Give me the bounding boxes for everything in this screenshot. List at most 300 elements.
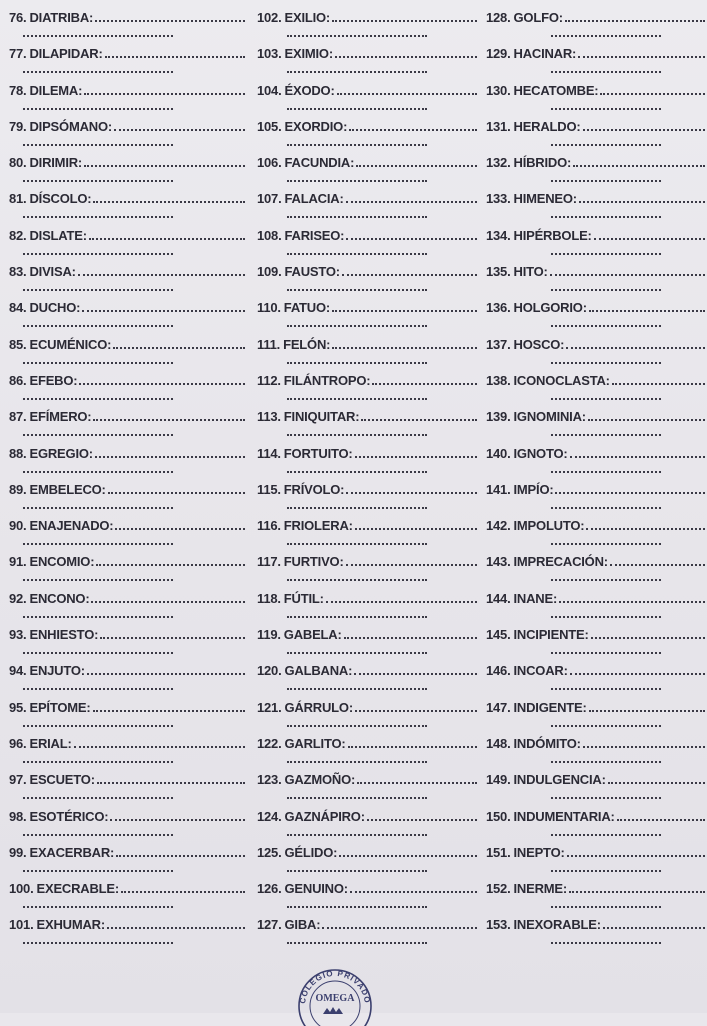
vocabulary-term — [9, 518, 247, 535]
definition-continuation-line[interactable] — [23, 471, 173, 473]
item-number: 110. — [257, 300, 281, 316]
item-number: 77. — [9, 46, 27, 62]
definition-blank-line[interactable] — [559, 599, 705, 603]
vocabulary-word: INDÓMITO: — [513, 735, 581, 751]
vocabulary-item — [257, 809, 479, 845]
definition-blank-line[interactable] — [367, 817, 477, 821]
definition-continuation-line[interactable] — [287, 579, 427, 581]
definition-continuation-line[interactable] — [287, 398, 427, 400]
vocabulary-item — [486, 264, 707, 300]
definition-continuation-line[interactable] — [551, 870, 661, 872]
item-number: 79. — [9, 118, 27, 134]
definition-continuation-line[interactable] — [23, 725, 173, 727]
definition-blank-line[interactable] — [332, 345, 477, 349]
definition-continuation-line[interactable] — [23, 834, 173, 836]
definition-continuation-line[interactable] — [287, 834, 427, 836]
vocabulary-item — [9, 627, 247, 663]
vocabulary-item — [9, 337, 247, 373]
definition-blank-line[interactable] — [82, 308, 245, 312]
vocabulary-item — [9, 554, 247, 590]
definition-blank-line[interactable] — [346, 236, 477, 240]
item-number: 97. — [9, 772, 27, 788]
vocabulary-word: DUCHO: — [29, 300, 81, 316]
definition-blank-line[interactable] — [100, 635, 245, 639]
vocabulary-term — [9, 772, 247, 789]
definition-continuation-line[interactable] — [551, 507, 661, 509]
definition-continuation-line[interactable] — [551, 144, 661, 146]
definition-blank-line[interactable] — [337, 91, 477, 95]
definition-blank-line[interactable] — [356, 163, 477, 167]
definition-blank-line[interactable] — [573, 163, 705, 167]
vocabulary-word: INDULGENCIA: — [513, 772, 606, 788]
vocabulary-word: FORTUITO: — [283, 445, 353, 461]
vocabulary-item — [257, 337, 479, 373]
definition-continuation-line[interactable] — [551, 71, 661, 73]
vocabulary-term — [9, 373, 247, 390]
vocabulary-term — [9, 663, 247, 680]
definition-continuation-line[interactable] — [287, 761, 427, 763]
vocabulary-word: GAZNÁPIRO: — [284, 808, 365, 824]
vocabulary-word: ENCOMIO: — [29, 554, 95, 570]
definition-blank-line[interactable] — [357, 780, 477, 784]
definition-blank-line[interactable] — [332, 308, 477, 312]
definition-continuation-line[interactable] — [287, 543, 427, 545]
definition-blank-line[interactable] — [354, 671, 477, 675]
definition-blank-line[interactable] — [87, 671, 245, 675]
vocabulary-word: GARLITO: — [284, 735, 346, 751]
definition-continuation-line[interactable] — [23, 616, 173, 618]
item-number: 139. — [486, 409, 511, 425]
vocabulary-term — [486, 736, 707, 753]
vocabulary-term — [9, 736, 247, 753]
vocabulary-item — [9, 518, 247, 554]
vocabulary-term — [257, 10, 479, 27]
definition-blank-line[interactable] — [78, 272, 245, 276]
definition-continuation-line[interactable] — [551, 216, 661, 218]
definition-blank-line[interactable] — [84, 91, 245, 95]
definition-continuation-line[interactable] — [23, 797, 173, 799]
vocabulary-term — [486, 264, 707, 281]
vocabulary-item — [257, 83, 479, 119]
definition-continuation-line[interactable] — [23, 216, 173, 218]
item-number: 94. — [9, 663, 27, 679]
definition-continuation-line[interactable] — [287, 362, 427, 364]
item-number: 89. — [9, 481, 27, 497]
vocabulary-word: DISLATE: — [29, 227, 87, 243]
vocabulary-word: DILAPIDAR: — [29, 46, 103, 62]
definition-blank-line[interactable] — [89, 236, 245, 240]
vocabulary-term — [486, 83, 707, 100]
definition-blank-line[interactable] — [346, 490, 477, 494]
vocabulary-term — [257, 373, 479, 390]
item-number: 83. — [9, 264, 27, 280]
definition-continuation-line[interactable] — [287, 180, 427, 182]
definition-continuation-line[interactable] — [23, 434, 173, 436]
definition-blank-line[interactable] — [95, 18, 245, 22]
definition-continuation-line[interactable] — [551, 325, 661, 327]
item-number: 86. — [9, 372, 27, 388]
definition-blank-line[interactable] — [74, 744, 245, 748]
definition-blank-line[interactable] — [600, 91, 705, 95]
vocabulary-column-3 — [486, 10, 707, 954]
definition-blank-line[interactable] — [591, 635, 705, 639]
vocabulary-column-2 — [257, 10, 479, 954]
item-number: 96. — [9, 735, 27, 751]
definition-blank-line[interactable] — [108, 490, 245, 494]
vocabulary-word: HÍBRIDO: — [513, 155, 572, 171]
definition-blank-line[interactable] — [348, 744, 477, 748]
item-number: 130. — [486, 82, 511, 98]
vocabulary-word: HECATOMBE: — [513, 82, 599, 98]
definition-blank-line[interactable] — [579, 199, 705, 203]
item-number: 115. — [257, 481, 281, 497]
item-number: 99. — [9, 844, 27, 860]
item-number: 87. — [9, 409, 27, 425]
definition-continuation-line[interactable] — [551, 688, 661, 690]
vocabulary-word: EXIMIO: — [284, 46, 333, 62]
item-number: 90. — [9, 518, 27, 534]
definition-blank-line[interactable] — [594, 236, 705, 240]
definition-blank-line[interactable] — [569, 889, 705, 893]
vocabulary-term — [257, 663, 479, 680]
definition-continuation-line[interactable] — [287, 616, 427, 618]
vocabulary-word: IMPRECACIÓN: — [513, 554, 608, 570]
definition-continuation-line[interactable] — [287, 216, 427, 218]
item-number: 84. — [9, 300, 27, 316]
definition-continuation-line[interactable] — [287, 471, 427, 473]
vocabulary-item — [486, 809, 707, 845]
seal-name: OMEGA — [315, 993, 355, 1004]
definition-blank-line[interactable] — [342, 272, 477, 276]
vocabulary-term — [257, 155, 479, 172]
definition-blank-line[interactable] — [115, 526, 245, 530]
vocabulary-item — [257, 10, 479, 46]
definition-continuation-line[interactable] — [287, 688, 427, 690]
item-number: 101. — [9, 917, 34, 933]
definition-blank-line[interactable] — [550, 272, 705, 276]
vocabulary-word: FELÓN: — [283, 336, 331, 352]
definition-blank-line[interactable] — [107, 925, 245, 929]
vocabulary-item — [9, 700, 247, 736]
definition-continuation-line[interactable] — [287, 507, 427, 509]
definition-blank-line[interactable] — [93, 417, 245, 421]
definition-blank-line[interactable] — [570, 671, 705, 675]
vocabulary-item — [486, 228, 707, 264]
vocabulary-item — [486, 191, 707, 227]
vocabulary-word: GÁRRULO: — [284, 699, 353, 715]
definition-continuation-line[interactable] — [23, 652, 173, 654]
vocabulary-item — [9, 10, 247, 46]
item-number: 125. — [257, 844, 282, 860]
vocabulary-item — [486, 554, 707, 590]
vocabulary-term — [486, 446, 707, 463]
definition-blank-line[interactable] — [97, 780, 245, 784]
definition-continuation-line[interactable] — [287, 289, 427, 291]
definition-blank-line[interactable] — [344, 635, 477, 639]
definition-continuation-line[interactable] — [23, 35, 173, 37]
vocabulary-term — [486, 881, 707, 898]
definition-blank-line[interactable] — [339, 853, 477, 857]
item-number: 151. — [486, 844, 511, 860]
definition-continuation-line[interactable] — [551, 942, 661, 944]
vocabulary-term — [9, 337, 247, 354]
vocabulary-term — [486, 591, 707, 608]
definition-blank-line[interactable] — [84, 163, 245, 167]
definition-continuation-line[interactable] — [551, 398, 661, 400]
vocabulary-word: ÉXODO: — [284, 82, 335, 98]
vocabulary-word: HITO: — [513, 264, 548, 280]
definition-continuation-line[interactable] — [551, 362, 661, 364]
vocabulary-term — [9, 809, 247, 826]
definition-continuation-line[interactable] — [23, 180, 173, 182]
vocabulary-term — [486, 772, 707, 789]
vocabulary-item — [257, 119, 479, 155]
definition-continuation-line[interactable] — [551, 289, 661, 291]
definition-blank-line[interactable] — [610, 562, 705, 566]
definition-blank-line[interactable] — [114, 127, 245, 131]
definition-blank-line[interactable] — [95, 454, 245, 458]
definition-continuation-line[interactable] — [23, 144, 173, 146]
definition-blank-line[interactable] — [567, 853, 705, 857]
vocabulary-item — [486, 518, 707, 554]
item-number: 140. — [486, 445, 511, 461]
item-number: 136. — [486, 300, 511, 316]
vocabulary-term — [486, 228, 707, 245]
definition-blank-line[interactable] — [589, 708, 705, 712]
definition-blank-line[interactable] — [346, 562, 477, 566]
vocabulary-item — [257, 881, 479, 917]
vocabulary-term — [257, 119, 479, 136]
vocabulary-term — [486, 917, 707, 934]
vocabulary-word: INDIGENTE: — [513, 699, 587, 715]
vocabulary-term — [9, 191, 247, 208]
vocabulary-item — [257, 917, 479, 953]
definition-blank-line[interactable] — [96, 562, 245, 566]
definition-continuation-line[interactable] — [287, 906, 427, 908]
item-number: 93. — [9, 627, 27, 643]
definition-continuation-line[interactable] — [287, 35, 427, 37]
definition-continuation-line[interactable] — [23, 253, 173, 255]
vocabulary-item — [486, 10, 707, 46]
definition-blank-line[interactable] — [583, 744, 705, 748]
definition-blank-line[interactable] — [349, 127, 477, 131]
definition-blank-line[interactable] — [361, 417, 477, 421]
definition-blank-line[interactable] — [603, 925, 705, 929]
definition-continuation-line[interactable] — [551, 616, 661, 618]
item-number: 119. — [257, 627, 281, 643]
definition-blank-line[interactable] — [121, 889, 245, 893]
definition-continuation-line[interactable] — [551, 434, 661, 436]
vocabulary-term — [486, 627, 707, 644]
vocabulary-word: ENHIESTO: — [29, 627, 99, 643]
definition-blank-line[interactable] — [555, 490, 705, 494]
definition-blank-line[interactable] — [91, 599, 245, 603]
definition-blank-line[interactable] — [355, 708, 477, 712]
vocabulary-item — [9, 228, 247, 264]
vocabulary-term — [486, 191, 707, 208]
definition-blank-line[interactable] — [93, 708, 246, 712]
definition-blank-line[interactable] — [105, 54, 245, 58]
definition-continuation-line[interactable] — [287, 434, 427, 436]
definition-continuation-line[interactable] — [23, 71, 173, 73]
definition-continuation-line[interactable] — [551, 834, 661, 836]
definition-blank-line[interactable] — [110, 817, 245, 821]
definition-continuation-line[interactable] — [23, 325, 173, 327]
definition-continuation-line[interactable] — [551, 108, 661, 110]
item-number: 126. — [257, 881, 282, 897]
vocabulary-item — [9, 772, 247, 808]
vocabulary-column-1 — [9, 10, 247, 954]
definition-continuation-line[interactable] — [551, 797, 661, 799]
vocabulary-item — [9, 83, 247, 119]
definition-continuation-line[interactable] — [23, 942, 173, 944]
vocabulary-term — [9, 46, 247, 63]
definition-blank-line[interactable] — [586, 526, 705, 530]
definition-continuation-line[interactable] — [287, 725, 427, 727]
vocabulary-term — [257, 772, 479, 789]
vocabulary-item — [9, 809, 247, 845]
definition-blank-line[interactable] — [566, 345, 705, 349]
vocabulary-item — [486, 119, 707, 155]
vocabulary-item — [257, 228, 479, 264]
vocabulary-item — [9, 736, 247, 772]
definition-continuation-line[interactable] — [551, 543, 661, 545]
vocabulary-term — [257, 809, 479, 826]
vocabulary-term — [486, 300, 707, 317]
vocabulary-item — [257, 155, 479, 191]
vocabulary-item — [257, 591, 479, 627]
vocabulary-word: ECUMÉNICO: — [29, 336, 112, 352]
vocabulary-term — [9, 228, 247, 245]
definition-blank-line[interactable] — [588, 417, 705, 421]
definition-blank-line[interactable] — [113, 345, 245, 349]
definition-continuation-line[interactable] — [287, 942, 427, 944]
vocabulary-term — [257, 228, 479, 245]
vocabulary-item — [486, 482, 707, 518]
definition-continuation-line[interactable] — [287, 870, 427, 872]
definition-continuation-line[interactable] — [551, 906, 661, 908]
definition-blank-line[interactable] — [612, 381, 705, 385]
definition-continuation-line[interactable] — [551, 253, 661, 255]
vocabulary-word: INEPTO: — [513, 844, 565, 860]
definition-blank-line[interactable] — [346, 199, 477, 203]
definition-blank-line[interactable] — [589, 308, 705, 312]
definition-blank-line[interactable] — [116, 853, 245, 857]
definition-blank-line[interactable] — [332, 18, 477, 22]
definition-blank-line[interactable] — [617, 817, 705, 821]
definition-continuation-line[interactable] — [23, 906, 173, 908]
definition-blank-line[interactable] — [335, 54, 477, 58]
vocabulary-term — [9, 409, 247, 426]
vocabulary-item — [486, 409, 707, 445]
item-number: 116. — [257, 518, 281, 534]
definition-continuation-line[interactable] — [287, 108, 427, 110]
vocabulary-item — [486, 627, 707, 663]
vocabulary-item — [9, 409, 247, 445]
vocabulary-word: FAUSTO: — [284, 264, 340, 280]
vocabulary-word: HOSCO: — [513, 336, 565, 352]
definition-continuation-line[interactable] — [287, 652, 427, 654]
vocabulary-item — [486, 155, 707, 191]
definition-blank-line[interactable] — [326, 599, 477, 603]
vocabulary-term — [486, 482, 707, 499]
definition-continuation-line[interactable] — [287, 325, 427, 327]
definition-blank-line[interactable] — [93, 199, 245, 203]
item-number: 127. — [257, 917, 282, 933]
definition-blank-line[interactable] — [570, 454, 706, 458]
item-number: 104. — [257, 82, 282, 98]
definition-continuation-line[interactable] — [23, 507, 173, 509]
definition-continuation-line[interactable] — [287, 797, 427, 799]
vocabulary-word: EFÍMERO: — [29, 409, 92, 425]
definition-continuation-line[interactable] — [551, 761, 661, 763]
definition-continuation-line[interactable] — [23, 761, 173, 763]
definition-continuation-line[interactable] — [23, 688, 173, 690]
definition-continuation-line[interactable] — [551, 652, 661, 654]
definition-blank-line[interactable] — [372, 381, 477, 385]
item-number: 102. — [257, 10, 282, 25]
definition-blank-line[interactable] — [355, 526, 477, 530]
vocabulary-item — [9, 119, 247, 155]
vocabulary-item — [486, 845, 707, 881]
item-number: 137. — [486, 336, 511, 352]
vocabulary-item — [486, 446, 707, 482]
vocabulary-term — [486, 554, 707, 571]
vocabulary-item — [486, 373, 707, 409]
definition-continuation-line[interactable] — [551, 471, 661, 473]
vocabulary-item — [9, 300, 247, 336]
item-number: 98. — [9, 808, 27, 824]
definition-blank-line[interactable] — [350, 889, 477, 893]
definition-blank-line[interactable] — [79, 381, 245, 385]
vocabulary-word: ERIAL: — [29, 735, 72, 751]
definition-blank-line[interactable] — [578, 54, 705, 58]
definition-blank-line[interactable] — [583, 127, 705, 131]
definition-continuation-line[interactable] — [23, 543, 173, 545]
definition-continuation-line[interactable] — [551, 579, 661, 581]
definition-continuation-line[interactable] — [23, 362, 173, 364]
definition-continuation-line[interactable] — [23, 289, 173, 291]
item-number: 108. — [257, 227, 282, 243]
definition-blank-line[interactable] — [322, 925, 477, 929]
definition-blank-line[interactable] — [608, 780, 705, 784]
vocabulary-term — [9, 446, 247, 463]
item-number: 124. — [257, 808, 282, 824]
vocabulary-term — [486, 809, 707, 826]
vocabulary-word: IGNOTO: — [513, 445, 568, 461]
definition-continuation-line[interactable] — [23, 398, 173, 400]
vocabulary-word: EXHUMAR: — [36, 917, 105, 933]
definition-continuation-line[interactable] — [23, 108, 173, 110]
vocabulary-word: ENAJENADO: — [29, 518, 114, 534]
item-number: 135. — [486, 264, 511, 280]
definition-continuation-line[interactable] — [287, 71, 427, 73]
definition-blank-line[interactable] — [355, 454, 477, 458]
item-number: 143. — [486, 554, 511, 570]
definition-blank-line[interactable] — [565, 18, 705, 22]
definition-continuation-line[interactable] — [287, 253, 427, 255]
vocabulary-word: ENJUTO: — [29, 663, 85, 679]
vocabulary-word: EPÍTOME: — [29, 699, 91, 715]
definition-continuation-line[interactable] — [287, 144, 427, 146]
definition-continuation-line[interactable] — [551, 180, 661, 182]
definition-continuation-line[interactable] — [551, 725, 661, 727]
definition-continuation-line[interactable] — [23, 579, 173, 581]
vocabulary-item — [486, 700, 707, 736]
vocabulary-word: DÍSCOLO: — [29, 191, 92, 207]
definition-continuation-line[interactable] — [551, 35, 661, 37]
definition-continuation-line[interactable] — [23, 870, 173, 872]
